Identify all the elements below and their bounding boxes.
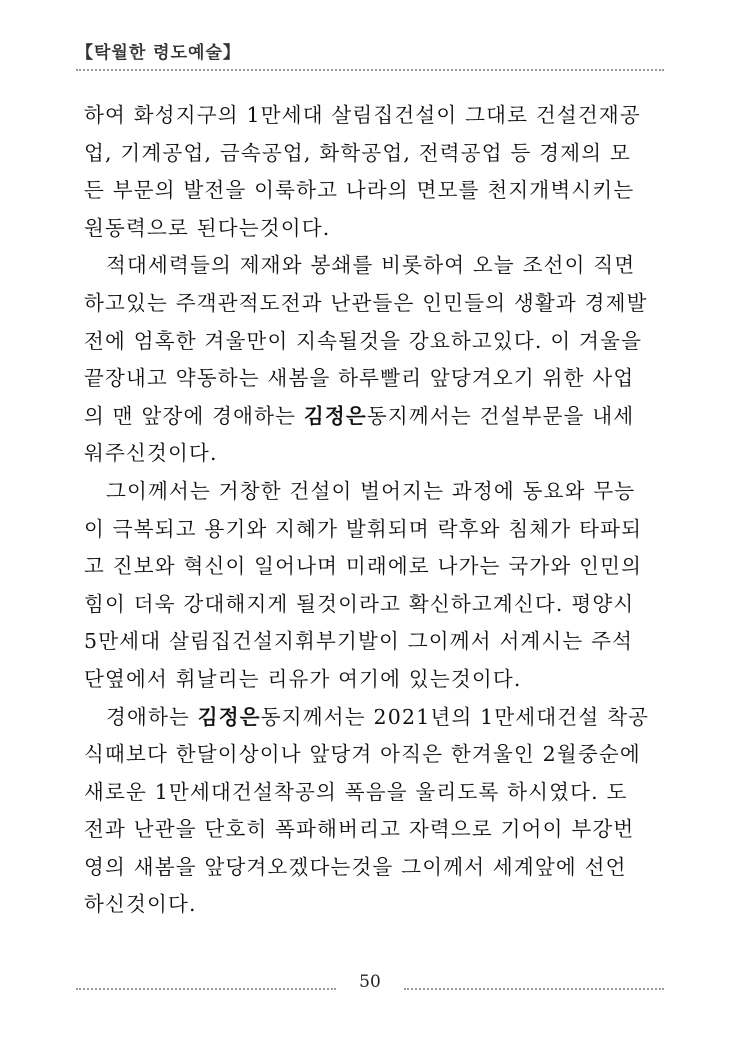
leader-name: 김정은 (303, 403, 367, 428)
page-number: 50 (359, 972, 381, 992)
text-line (84, 699, 658, 737)
footer-divider-right (404, 988, 664, 990)
text-line: 든 부문의 발전을 이룩하고 나라의 면모를 천지개벽시키는 (84, 178, 635, 203)
text-line: 영의 새봄을 앞당겨오겠다는것을 그이께서 세계앞에 선언 (84, 854, 627, 879)
text-line: 식때보다 한달이상이나 앞당겨 아직은 한겨울인 2월중순에 (84, 742, 641, 767)
leader-name: 김정은 (197, 704, 261, 729)
text-line (84, 398, 658, 436)
text-line: 새로운 1만세대건설착공의 폭음을 울리도록 하시였다. 도 (84, 779, 628, 804)
text-line: 단옆에서 휘날리는 리유가 여기에 있는것이다. (84, 666, 522, 691)
text-line: 하고있는 주객관적도전과 난관들은 인민들의 생활과 경제발 (84, 290, 648, 315)
text-line: 힘이 더욱 강대해지게 될것이라고 확신하고계신다. 평양시 (84, 591, 635, 616)
running-header: 【탁월한 령도예술】 (76, 43, 241, 63)
text-line: 하여 화성지구의 1만세대 살림집건설이 그대로 건설건재공 (84, 103, 641, 127)
text-line: 그이께서는 거창한 건설이 벌어지는 과정에 동요와 무능 (106, 478, 636, 503)
text-line: 이 극복되고 용기와 지혜가 발휘되며 락후와 침체가 타파되 (84, 516, 643, 541)
text-line: 전과 난관을 단호히 폭파해버리고 자력으로 기어이 부강번 (84, 817, 635, 842)
text-line: 원동력으로 된다는것이다. (84, 215, 331, 240)
header-divider (76, 69, 664, 71)
line-text-before: 의 맨 앞장에 경애하는 (84, 403, 304, 428)
footer (76, 972, 664, 996)
text-line: 끝장내고 약동하는 새봄을 하루빨리 앞당겨오기 위한 사업 (84, 366, 635, 391)
text-line: 고 진보와 혁신이 일어나며 미래에로 나가는 국가와 인민의 (84, 554, 643, 579)
text-line: 업, 기계공업, 금속공업, 화학공업, 전력공업 등 경제의 모 (84, 140, 631, 165)
text-line: 하신것이다. (84, 892, 197, 917)
line-text-before: 경애하는 (106, 704, 198, 729)
text-line: 전에 엄혹한 겨울만이 지속될것을 강요하고있다. 이 겨울을 (84, 328, 643, 353)
text-line: 적대세력들의 제재와 봉쇄를 비롯하여 오늘 조선이 직면 (106, 253, 636, 278)
line-text-after: 동지께서는 2021년의 1만세대건설 착공 (260, 704, 650, 729)
body-text (84, 97, 658, 924)
text-line: 5만세대 살림집건설지휘부기발이 그이께서 서계시는 주석 (84, 629, 634, 654)
text-line: 워주신것이다. (84, 441, 218, 466)
line-text-after: 동지께서는 건설부문을 내세 (366, 403, 635, 428)
